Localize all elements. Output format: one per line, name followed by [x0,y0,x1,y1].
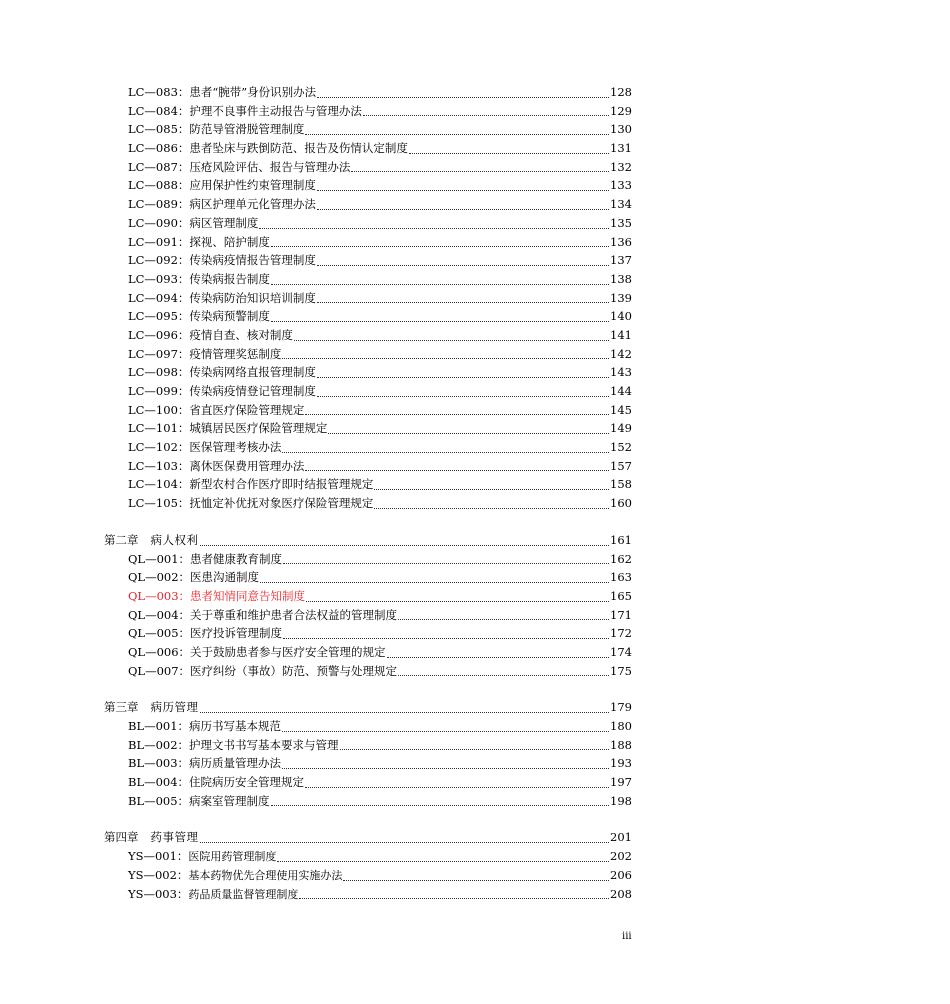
entry-title: 住院病历安全管理规定 [189,775,305,790]
entry-page-number: 188 [610,737,632,752]
dot-leader [283,637,609,639]
entry-title: 传染病疫情登记管理制度 [189,384,316,398]
entry-code: QL—006： [128,644,191,659]
dot-leader [306,600,609,602]
dot-leader [363,114,609,116]
toc-entry[interactable] [104,773,632,792]
entry-title: 病区护理单元化管理办法 [189,197,316,212]
toc-entry[interactable] [104,568,632,587]
toc-entry[interactable] [104,233,632,252]
toc-entry[interactable] [104,847,632,866]
dot-leader [283,562,609,564]
toc-entry[interactable] [104,419,632,438]
entry-title: 新型农村合作医疗即时结报管理规定 [189,477,374,492]
entry-title: 医院用药管理制度 [188,850,277,864]
dot-leader [294,339,609,341]
entry-title: 药品质量监督管理制度 [188,887,299,901]
entry-code: LC—098： [128,365,190,380]
dot-leader [282,767,609,769]
entry-title: 防范导管滑脱管理制度 [189,122,305,137]
toc-entry[interactable] [104,382,632,401]
toc-entry[interactable] [104,587,632,606]
entry-page-number: 197 [610,775,632,790]
entry-code: LC—096： [128,327,190,342]
entry-code: BL—001： [128,719,190,733]
entry-page-number: 143 [610,365,632,380]
entry-page-number: 140 [610,309,632,324]
entry-code: YS—002： [128,867,189,882]
dot-leader [271,245,609,247]
dot-leader [374,488,609,490]
dot-leader [343,879,609,881]
entry-page-number: 158 [610,477,632,492]
entry-title: 关于尊重和维护患者合法权益的管理制度 [190,607,398,622]
entry-page-number: 128 [610,85,632,99]
entry-code: LC—085： [128,122,190,137]
dot-leader [398,618,609,620]
entry-code: QL—005： [128,626,191,641]
entry-title: 传染病疫情报告管理制度 [189,253,316,268]
dot-leader [305,786,609,788]
entry-page-number: 137 [610,253,632,268]
entry-title: 疫情管理奖惩制度 [189,346,282,361]
dot-leader [317,376,609,378]
chapter-title: 药事管理 [150,830,199,845]
entry-page-number: 162 [610,551,632,566]
dot-leader [328,432,609,434]
toc-entry[interactable] [104,885,632,904]
entry-page-number: 134 [610,197,632,212]
entry-code: LC—102： [128,440,190,455]
entry-page-number: 157 [610,458,632,473]
toc-entry[interactable] [104,475,632,494]
dot-leader [282,451,609,453]
toc-entry[interactable] [104,866,632,885]
toc-entry[interactable] [104,158,632,177]
entry-page-number: 180 [610,719,632,733]
entry-title: 传染病防治知识培训制度 [189,290,316,305]
dot-leader [271,320,609,322]
entry-page-number: 136 [610,234,632,249]
entry-title: 医保管理考核办法 [189,440,282,455]
entry-page-number: 208 [610,886,632,901]
chapter-page-number: 161 [610,532,632,547]
toc-entry[interactable] [104,214,632,233]
entry-code: QL—002： [128,570,191,585]
entry-code: LC—094： [128,290,190,305]
entry-page-number: 171 [610,607,632,622]
entry-page-number: 144 [610,384,632,398]
entry-title: 医疗投诉管理制度 [190,626,283,641]
entry-code: QL—001： [128,551,191,566]
entry-title: 疫情自查、核对制度 [189,327,293,342]
entry-page-number: 142 [610,346,632,361]
entry-title: 患者知情同意告知制度 [190,588,306,603]
toc-entry[interactable] [104,438,632,457]
entry-page-number: 141 [610,327,632,342]
entry-code: LC—089： [128,197,190,212]
entry-code: LC—095： [128,309,190,324]
entry-code: LC—084： [128,103,190,118]
dot-leader [282,357,609,359]
entry-code: LC—100： [128,402,190,417]
entry-code: QL—004： [128,607,191,622]
entry-title: 压疮风险评估、报告与管理办法 [189,159,351,174]
entry-code: BL—002： [128,737,190,752]
entry-title: 探视、陪护制度 [189,234,270,249]
toc-chapter-heading[interactable] [104,531,632,550]
chapter-number: 第二章 [104,532,139,547]
dot-leader [200,841,610,843]
dot-leader [398,674,609,676]
entry-code: QL—003： [128,588,191,603]
entry-code: LC—101： [128,421,190,436]
entry-code: LC—099： [128,384,190,398]
entry-page-number: 202 [610,849,632,864]
entry-code: LC—097： [128,346,190,361]
dot-leader [271,283,609,285]
entry-page-number: 193 [610,756,632,771]
entry-page-number: 131 [610,141,632,156]
dot-leader [374,507,609,509]
entry-page-number: 174 [610,644,632,659]
chapter-page-number: 179 [610,700,632,715]
toc-entry[interactable] [104,363,632,382]
entry-title: 省直医疗保险管理规定 [189,402,305,417]
toc-entry[interactable] [104,662,632,681]
entry-code: LC—087： [128,159,190,174]
entry-page-number: 133 [610,178,632,193]
entry-title: 应用保护性约束管理制度 [189,178,316,193]
toc-entry[interactable] [104,195,632,214]
entry-code: LC—090： [128,215,190,230]
dot-leader [259,227,609,229]
toc-entry[interactable] [104,736,632,755]
entry-title: 基本药物优先合理使用实施办法 [188,868,343,882]
toc-entry[interactable] [104,307,632,326]
dot-leader [317,301,609,303]
toc-entry[interactable] [104,289,632,308]
entry-title: 患者坠床与跌倒防范、报告及伤情认定制度 [189,141,408,156]
entry-page-number: 206 [610,867,632,882]
entry-page-number: 145 [610,402,632,417]
entry-title: 患者“腕带”身份识别办法 [189,85,317,99]
entry-title: 病区管理制度 [189,215,259,230]
chapter-page-number: 201 [610,830,632,845]
toc-entry[interactable] [104,754,632,773]
entry-title: 传染病报告制度 [189,271,270,286]
toc-entry[interactable] [104,102,632,121]
chapter-number: 第四章 [104,830,139,845]
entry-title: 城镇居民医疗保险管理规定 [189,421,328,436]
toc-entry[interactable] [104,270,632,289]
toc-entry[interactable] [104,550,632,569]
toc-entry[interactable] [104,83,632,102]
dot-leader [409,152,609,154]
entry-page-number: 130 [610,122,632,137]
toc-entry[interactable] [104,624,632,643]
entry-page-number: 149 [610,421,632,436]
chapter-number: 第三章 [104,700,139,715]
toc-entry[interactable] [104,606,632,625]
dot-leader [340,748,610,750]
entry-code: LC—105： [128,496,190,511]
toc-entry[interactable] [104,792,632,811]
entry-code: YS—001： [128,849,189,864]
entry-title: 患者健康教育制度 [190,551,283,566]
toc-chapter-heading[interactable] [104,698,632,717]
dot-leader [317,395,609,397]
entry-page-number: 160 [610,496,632,511]
toc-entry[interactable] [104,176,632,195]
entry-title: 护理不良事件主动报告与管理办法 [189,103,362,118]
entry-title: 医患沟通制度 [190,570,260,585]
toc-entry[interactable] [104,120,632,139]
entry-page-number: 172 [610,626,632,641]
entry-page-number: 132 [610,159,632,174]
dot-leader [305,469,609,471]
entry-code: BL—003： [128,756,190,771]
dot-leader [317,208,609,210]
dot-leader [277,860,609,862]
chapter-title: 病人权利 [150,532,199,547]
toc-entry[interactable] [104,717,632,736]
entry-title: 护理文书书写基本要求与管理 [189,737,339,752]
dot-leader [305,133,609,135]
entry-code: YS—003： [128,886,189,901]
entry-title: 传染病预警制度 [189,309,270,324]
entry-title: 病历质量管理办法 [189,756,282,771]
entry-title: 离休医保费用管理办法 [189,458,305,473]
entry-page-number: 138 [610,271,632,286]
table-of-contents [104,83,632,903]
entry-title: 病案室管理制度 [189,793,270,808]
entry-code: QL—007： [128,663,191,678]
dot-leader [305,413,609,415]
entry-title: 抚恤定补优抚对象医疗保险管理规定 [189,496,374,511]
entry-title: 传染病网络直报管理制度 [189,365,316,380]
entry-page-number: 163 [610,570,632,585]
entry-code: LC—093： [128,271,190,286]
entry-page-number: 198 [610,793,632,808]
toc-entry[interactable] [104,345,632,364]
toc-entry[interactable] [104,401,632,420]
entry-code: LC—092： [128,253,190,268]
dot-leader [317,189,609,191]
entry-page-number: 139 [610,290,632,305]
toc-entry[interactable] [104,251,632,270]
entry-title: 关于鼓励患者参与医疗安全管理的规定 [190,644,386,659]
dot-leader [317,96,609,98]
toc-entry[interactable] [104,494,632,513]
dot-leader [299,897,609,899]
entry-code: LC—091： [128,234,190,249]
dot-leader [282,730,609,732]
entry-page-number: 129 [610,103,632,118]
toc-entry[interactable] [104,457,632,476]
toc-entry[interactable] [104,326,632,345]
entry-code: LC—083： [128,85,190,99]
entry-title: 医疗纠纷（事故）防范、预警与处理规定 [190,663,398,678]
entry-code: BL—004： [128,775,190,790]
dot-leader [271,804,610,806]
dot-leader [387,656,610,658]
entry-page-number: 165 [610,588,632,603]
entry-page-number: 152 [610,440,632,455]
entry-code: BL—005： [128,793,190,808]
entry-code: LC—103： [128,458,190,473]
toc-chapter-heading[interactable] [104,828,632,847]
page-footer-number: iii [622,931,632,942]
dot-leader [260,581,609,583]
dot-leader [200,544,610,546]
entry-page-number: 175 [610,663,632,678]
dot-leader [317,264,609,266]
entry-code: LC—088： [128,178,190,193]
entry-code: LC—104： [128,477,190,492]
entry-page-number: 135 [610,215,632,230]
toc-entry[interactable] [104,139,632,158]
dot-leader [200,711,610,713]
toc-entry[interactable] [104,643,632,662]
chapter-title: 病历管理 [150,700,199,715]
entry-code: LC—086： [128,141,190,156]
dot-leader [351,170,609,172]
entry-title: 病历书写基本规范 [189,719,282,733]
